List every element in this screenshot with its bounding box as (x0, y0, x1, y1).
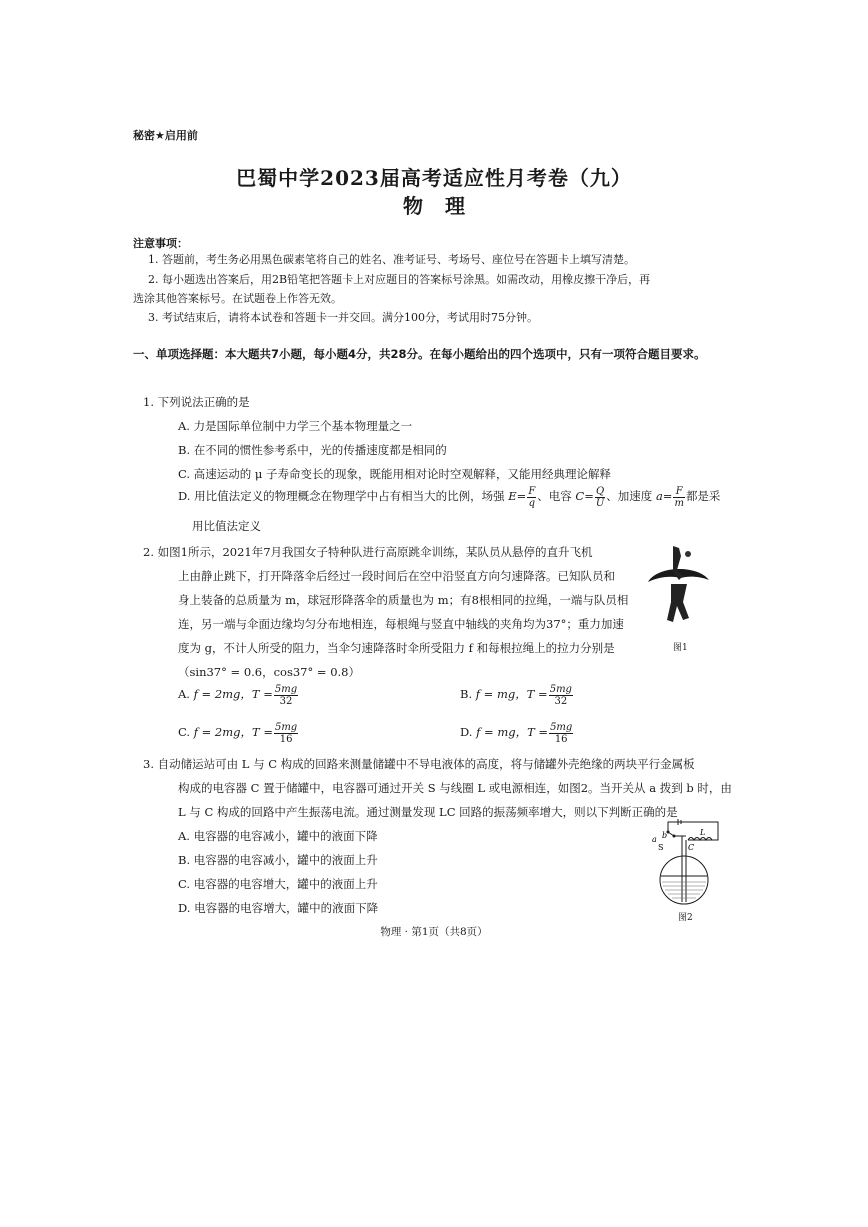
frac-e-num: F (528, 485, 536, 497)
q3-line-3: L 与 C 构成的回路中产生振荡电流。通过测量发现 LC 回路的振荡频率增大，则以下判断正确的是 (178, 805, 678, 819)
note-2-cont: 选涂其他答案标号。在试题卷上作答无效。 (133, 292, 342, 305)
q3-line-1: 3. 自动储运站可由 L 与 C 构成的回路来测量储罐中不导电液体的高度，将与储罐外壳绝缘的两块平行金属板 (143, 757, 695, 771)
q2-line-1: 2. 如图1所示，2021年7月我国女子特种队进行高原跳伞训练，某队员从悬停的直升飞机 (143, 545, 593, 559)
liquid-hatching (662, 882, 706, 898)
confidential-label: 秘密★启用前 (133, 129, 198, 142)
page-footer: 物理 · 第1页（共8页） (380, 926, 488, 938)
q2-b-f: f = mg，T = (475, 687, 548, 701)
q2-d-label: D. (460, 725, 473, 739)
q3-option-a: A. 电容器的电容减小，罐中的液面下降 (178, 829, 378, 843)
q2-line-4: 连，另一端与伞面边缘均匀分布地相连，每根绳与竖直中轴线的夹角均为37°；重力加速 (178, 617, 624, 631)
jumper-head (685, 551, 691, 557)
q3-option-c: C. 电容器的电容增大，罐中的液面上升 (178, 877, 378, 891)
frac-c-den: U (595, 497, 605, 509)
q1-option-c: C. 高速运动的 μ 子寿命变长的现象，既能用相对论时空观解释，又能用经典理论解释 (178, 467, 611, 481)
q1-option-a: A. 力是国际单位制中力学三个基本物理量之一 (178, 419, 413, 433)
section-heading: 一、单项选择题：本大题共7小题，每小题4分，共28分。在每小题给出的四个选项中，只有一项符合题目要求。 (133, 347, 706, 361)
frac-c (595, 486, 605, 509)
q2-d-den: 16 (554, 733, 568, 745)
lc-circuit-figure (646, 818, 726, 910)
note-2: 2. 每小题选出答案后，用2B铅笔把答题卡上对应题目的答案标号涂黑。如需改动，用橡皮擦干净后，再 (148, 273, 651, 286)
q1-d-e: E= (508, 489, 527, 503)
q3-option-b: B. 电容器的电容减小，罐中的液面上升 (178, 853, 378, 867)
q2-c-den: 16 (279, 733, 293, 745)
frac-a-den: m (674, 497, 684, 509)
notes-heading: 注意事项： (133, 237, 188, 250)
q2-b-den: 32 (554, 695, 568, 707)
figure-1-caption: 图1 (673, 643, 688, 653)
q2-option-d (460, 720, 574, 745)
q1-d-sep2: 、加速度 (606, 489, 653, 503)
frac-c-num: Q (595, 485, 605, 497)
q2-c-label: C. (178, 725, 191, 739)
q2-d-f: f = mg，T = (476, 725, 549, 739)
q2-a-frac (274, 684, 298, 707)
q2-b-frac (549, 684, 573, 707)
q1-option-d (178, 484, 720, 509)
label-a: a (652, 835, 657, 844)
q2-option-b (460, 682, 574, 707)
label-b: b (662, 831, 668, 840)
subject-title: 物理 (403, 194, 487, 218)
tank-outline (660, 856, 708, 904)
frac-e (527, 486, 536, 509)
q2-line-6: （sin37° = 0.6，cos37° = 0.8） (178, 665, 360, 679)
q2-option-a (178, 682, 299, 707)
terminal-b (673, 835, 676, 838)
q2-c-f: f = 2mg，T = (193, 725, 273, 739)
q2-a-label: A. (178, 687, 190, 701)
q1-stem: 1. 下列说法正确的是 (143, 395, 250, 409)
q2-line-5: 度为 g，不计人所受的阻力，当伞匀速降落时伞所受阻力 f 和每根拉绳上的拉力分别是 (178, 641, 615, 655)
q1-option-d-line2: 用比值法定义 (192, 519, 261, 533)
q2-b-num: 5mg (549, 683, 572, 695)
frac-a (673, 486, 684, 509)
q2-a-f: f = 2mg，T = (193, 687, 273, 701)
label-l: L (700, 828, 706, 837)
q1-option-b: B. 在不同的惯性参考系中，光的传播速度都是相同的 (178, 443, 447, 457)
q2-c-frac (274, 722, 298, 745)
q1-d-tail: 都是采 (685, 489, 721, 503)
parachute-figure (643, 540, 713, 635)
note-3: 3. 考试结束后，请将本试卷和答题卡一并交回。满分100分，考试用时75分钟。 (148, 311, 538, 324)
q3-option-d: D. 电容器的电容增大，罐中的液面下降 (178, 901, 379, 915)
q1-d-c: C= (575, 489, 594, 503)
figure-2-caption: 图2 (678, 913, 693, 923)
capacitor-plates (682, 836, 686, 902)
exam-title: 巴蜀中学2023届高考适应性月考卷（九） (236, 166, 632, 190)
q2-a-num: 5mg (274, 683, 298, 695)
q2-line-3: 身上装备的总质量为 m，球冠形降落伞的质量也为 m；有8根相同的拉绳，一端与队员相 (178, 593, 629, 607)
q1-d-a: a= (655, 489, 673, 503)
q3-line-2: 构成的电容器 C 置于储罐中，电容器可通过开关 S 与线圈 L 或电源相连，如图2。当开关从 a 拨到 b 时，由 (178, 781, 732, 795)
jumper-lower (667, 584, 689, 622)
frac-a-num: F (673, 486, 684, 498)
note-1: 1. 答题前，考生务必用黑色碳素笔将自己的姓名、准考证号、考场号、座位号在答题卡上填写清楚。 (148, 253, 635, 266)
q2-b-label: B. (460, 687, 473, 701)
q2-a-den: 32 (279, 695, 293, 707)
label-s: S (658, 843, 664, 852)
frac-e-den: q (528, 497, 535, 509)
q2-c-num: 5mg (274, 721, 298, 733)
switch-lever (668, 832, 686, 836)
q1-d-text: D. 用比值法定义的物理概念在物理学中占有相当大的比例，场强 (178, 489, 505, 503)
q1-d-sep1: 、电容 (537, 489, 572, 503)
circuit-wire (668, 822, 718, 840)
label-c: C (688, 843, 695, 852)
q2-option-c (178, 720, 299, 745)
q2-d-num: 5mg (550, 721, 573, 733)
q2-d-frac (549, 722, 573, 745)
q2-line-2: 上由静止跳下，打开降落伞后经过一段时间后在空中沿竖直方向匀速降落。已知队员和 (178, 569, 615, 583)
